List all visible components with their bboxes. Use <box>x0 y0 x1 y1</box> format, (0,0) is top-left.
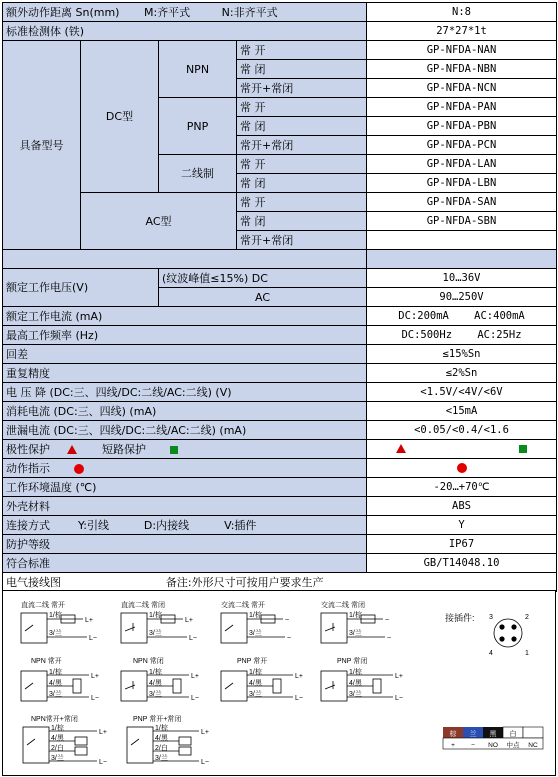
terminal-label: L− <box>91 695 99 702</box>
red-dot-icon <box>457 463 467 473</box>
frequency-value: DC:500Hz AC:25Hz <box>367 326 557 345</box>
row-voltage-drop <box>3 383 557 402</box>
pnp-nonc-title: PNP 常开+常闭 <box>133 716 182 723</box>
sensing-distance-label: 额外动作距离 Sn(mm) M:齐平式 N:非齐平式 <box>3 3 367 22</box>
model-two-nc: GP-NFDA-LBN <box>367 174 557 193</box>
spec-table <box>2 2 557 592</box>
voltage-label: 额定工作电压(V) <box>3 269 159 307</box>
pin-label: 4 <box>489 650 493 657</box>
terminal-label: L+ <box>99 729 107 736</box>
pin-label: 2 <box>525 614 529 621</box>
connection-value: Y <box>367 516 557 535</box>
wire-label: 1/棕 <box>249 612 262 619</box>
pnp-no-title: PNP 常开 <box>237 658 268 665</box>
ac-nonc: 常开+常闭 <box>237 231 367 250</box>
terminal-label: L− <box>191 695 199 702</box>
standard-target-label: 标准检测体 (铁) <box>3 22 367 41</box>
wire-label: 1/棕 <box>349 612 362 619</box>
connector-icon <box>494 619 522 647</box>
wire-label: 3/兰 <box>349 691 362 698</box>
model-npn-no: GP-NFDA-NAN <box>367 41 557 60</box>
row-model <box>3 41 557 60</box>
triangle-icon <box>67 445 77 454</box>
row-temperature <box>3 478 557 497</box>
pnp-label: PNP <box>159 98 237 155</box>
repeat-value: ≤2%Sn <box>367 364 557 383</box>
sensing-distance-value: N:8 <box>367 3 557 22</box>
voltage-ac-value: 90…250V <box>367 288 557 307</box>
wire-label: 3/兰 <box>249 630 262 637</box>
temperature-value: -20…+70℃ <box>367 478 557 497</box>
drop-label: 电 压 降 (DC:三、四线/DC:二线/AC:二线) (V) <box>3 383 367 402</box>
consumption-label: 消耗电流 (DC:三、四线) (mA) <box>3 402 367 421</box>
pnp-nonc: 常开+常闭 <box>237 136 367 155</box>
square-icon <box>170 446 178 454</box>
wiring-svg <box>3 591 555 775</box>
wire-label: 1/棕 <box>155 725 168 732</box>
pnp-no: 常 开 <box>237 98 367 117</box>
npn-nc: 常 闭 <box>237 60 367 79</box>
model-pnp-nc: GP-NFDA-PBN <box>367 117 557 136</box>
wire-label: 2/白 <box>155 745 168 752</box>
terminal-label: L− <box>99 759 107 766</box>
terminal-label: ~ <box>387 635 392 642</box>
npn-nonc: 常开+常闭 <box>237 79 367 98</box>
terminal-label: ~ <box>287 635 292 642</box>
wire-label: 1/棕 <box>249 669 262 676</box>
pnp-nc: 常 闭 <box>237 117 367 136</box>
current-value: DC:200mA AC:400mA <box>367 307 557 326</box>
frequency-label: 最高工作频率 (Hz) <box>3 326 367 345</box>
row-wiring-title <box>3 573 557 592</box>
wire-label: 1/棕 <box>51 725 64 732</box>
square-icon <box>519 445 527 453</box>
wire-label: 4/黑 <box>155 735 168 742</box>
legend-minus: − <box>471 742 475 749</box>
terminal-label: L− <box>295 695 303 702</box>
row-sensing-distance <box>3 3 557 22</box>
wire-label: 3/兰 <box>349 630 362 637</box>
wire-label: 3/兰 <box>155 755 168 762</box>
pin-label: 3 <box>489 614 493 621</box>
npn-nonc-title: NPN常开+常闭 <box>31 716 78 723</box>
row-consumption <box>3 402 557 421</box>
wire-label: 2/白 <box>51 745 64 752</box>
connection-label: 连接方式 Y:引线 D:内接线 V:插件 <box>3 516 367 535</box>
row-standard-target <box>3 22 557 41</box>
two-wire-label: 二线制 <box>159 155 237 193</box>
terminal-label: L+ <box>85 617 93 624</box>
triangle-icon <box>396 444 406 453</box>
voltage-ripple: (纹波峰值≤15%) DC <box>159 269 367 288</box>
model-npn-nonc: GP-NFDA-NCN <box>367 79 557 98</box>
housing-value: ABS <box>367 497 557 516</box>
legend-no: NO <box>488 742 498 749</box>
wire-label: 3/兰 <box>51 755 64 762</box>
wiring-title: 电气接线图 备注:外形尺寸可按用户要求生产 <box>3 573 557 592</box>
row-ip <box>3 535 557 554</box>
row-model <box>3 193 557 212</box>
protection-label: 极性保护 短路保护 <box>3 440 367 459</box>
terminal-label: L+ <box>295 673 303 680</box>
row-housing <box>3 497 557 516</box>
row-voltage-dc <box>3 269 557 288</box>
wire-label: 3/兰 <box>249 691 262 698</box>
model-two-no: GP-NFDA-LAN <box>367 155 557 174</box>
protection-value <box>367 440 557 459</box>
model-npn-nc: GP-NFDA-NBN <box>367 60 557 79</box>
terminal-label: ~ <box>385 617 390 624</box>
wire-label: 3/兰 <box>49 630 62 637</box>
housing-label: 外壳材料 <box>3 497 367 516</box>
legend-brown: 棕 <box>449 731 457 738</box>
models-label: 具备型号 <box>3 41 81 250</box>
blank-value <box>367 250 557 269</box>
ac2-no-title: 交流二线 常开 <box>221 602 265 609</box>
npn-no-title: NPN 常开 <box>31 658 62 665</box>
consumption-value: <15mA <box>367 402 557 421</box>
indicator-value <box>367 459 557 478</box>
wire-label: 4/黑 <box>349 680 362 687</box>
connector-title: 接插件: <box>445 613 475 623</box>
wire-label: 1/棕 <box>149 612 162 619</box>
terminal-label: L− <box>395 695 403 702</box>
voltage-dc-value: 10…36V <box>367 269 557 288</box>
ip-label: 防护等级 <box>3 535 367 554</box>
legend-black: 黑 <box>489 731 497 738</box>
standard-target-value: 27*27*1t <box>367 22 557 41</box>
wire-label: 3/兰 <box>149 691 162 698</box>
two-wire-nc: 常 闭 <box>237 174 367 193</box>
repeat-label: 重复精度 <box>3 364 367 383</box>
npn-label: NPN <box>159 41 237 98</box>
model-ac-nonc-empty <box>367 231 557 250</box>
nonflush-type: N:非齐平式 <box>221 5 278 19</box>
standard-label: 符合标准 <box>3 554 367 573</box>
terminal-label: L+ <box>185 617 193 624</box>
wiring-note: 备注:外形尺寸可按用户要求生产 <box>165 575 324 589</box>
terminal-label: L− <box>201 759 209 766</box>
legend-mid: 中点 <box>506 742 520 749</box>
npn-no: 常 开 <box>237 41 367 60</box>
legend-blue: 兰 <box>469 731 477 738</box>
red-dot-icon <box>74 464 84 474</box>
hysteresis-label: 回差 <box>3 345 367 364</box>
leakage-value: <0.05/<0.4/<1.6 <box>367 421 557 440</box>
standard-value: GB/T14048.10 <box>367 554 557 573</box>
terminal-label: L− <box>189 635 197 642</box>
wire-label: 4/黑 <box>249 680 262 687</box>
wire-label: 3/兰 <box>49 691 62 698</box>
row-standard <box>3 554 557 573</box>
legend-plus: + <box>451 742 455 749</box>
indicator-label: 动作指示 <box>3 459 367 478</box>
legend-white: 白 <box>509 731 517 738</box>
model-ac-nc: GP-NFDA-SBN <box>367 212 557 231</box>
wire-label: 4/黑 <box>49 680 62 687</box>
row-indicator <box>3 459 557 478</box>
blank-label <box>3 250 367 269</box>
wiring-diagrams <box>2 590 556 776</box>
terminal-label: L+ <box>91 673 99 680</box>
row-connection <box>3 516 557 535</box>
ac-no: 常 开 <box>237 193 367 212</box>
row-leakage <box>3 421 557 440</box>
flush-type: M:齐平式 <box>143 5 191 19</box>
ip-value: IP67 <box>367 535 557 554</box>
npn-nc-title: NPN 常闭 <box>133 658 164 665</box>
row-protection <box>3 440 557 459</box>
terminal-label: L+ <box>191 673 199 680</box>
row-blank <box>3 250 557 269</box>
wire-label: 1/棕 <box>49 612 62 619</box>
ac-nc: 常 闭 <box>237 212 367 231</box>
current-label: 额定工作电流 (mA) <box>3 307 367 326</box>
wire-label: 4/黑 <box>51 735 64 742</box>
dc-type: DC型 <box>81 41 159 193</box>
wire-label: 1/棕 <box>349 669 362 676</box>
row-hysteresis <box>3 345 557 364</box>
pin-label: 1 <box>525 650 529 657</box>
drop-value: <1.5V/<4V/<6V <box>367 383 557 402</box>
wire-label: 1/棕 <box>149 669 162 676</box>
model-ac-no: GP-NFDA-SAN <box>367 193 557 212</box>
temperature-label: 工作环境温度 (℃) <box>3 478 367 497</box>
terminal-label: L− <box>89 635 97 642</box>
legend-nc: NC <box>528 742 538 749</box>
terminal-label: L+ <box>201 729 209 736</box>
wire-label: 4/黑 <box>149 680 162 687</box>
wire-color-legend <box>443 727 543 749</box>
terminal-label: L+ <box>395 673 403 680</box>
voltage-ac: AC <box>159 288 367 307</box>
two-wire-no: 常 开 <box>237 155 367 174</box>
model-pnp-no: GP-NFDA-PAN <box>367 98 557 117</box>
dc2-nc-title: 直流二线 常闭 <box>121 602 165 609</box>
row-current <box>3 307 557 326</box>
model-pnp-nonc: GP-NFDA-PCN <box>367 136 557 155</box>
wire-label: 1/棕 <box>49 669 62 676</box>
hysteresis-value: ≤15%Sn <box>367 345 557 364</box>
wire-label: 3/兰 <box>149 630 162 637</box>
leakage-label: 泄漏电流 (DC:三、四线/DC:二线/AC:二线) (mA) <box>3 421 367 440</box>
pnp-nc-title: PNP 常闭 <box>337 658 368 665</box>
row-frequency <box>3 326 557 345</box>
terminal-label: ~ <box>285 617 290 624</box>
ac2-nc-title: 交流二线 常闭 <box>321 602 365 609</box>
dc2-no-title: 直流二线 常开 <box>21 602 65 609</box>
ac-type: AC型 <box>81 193 237 250</box>
row-repeat <box>3 364 557 383</box>
